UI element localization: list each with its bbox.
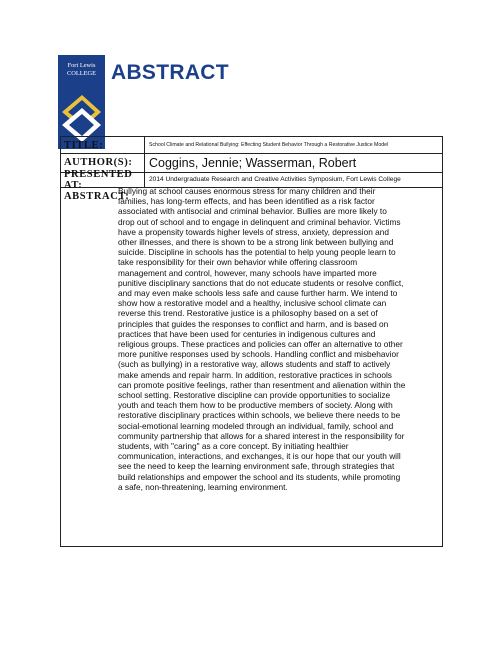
abstract-line: associated with antisocial and criminal behavior. Bullies are more likely to: [118, 206, 387, 217]
title-row: [61, 137, 442, 154]
abstract-line: principles that guides the responses to conflict and harm, and is based on: [118, 318, 389, 329]
abstract-line: a safe, non-threatening, learning environment.: [118, 481, 288, 492]
abstract-line: practices that have been used for centuries in indigenous cultures and: [118, 328, 376, 339]
abstract-line: religious groups. These practices and policies can offer an alternative to other: [118, 339, 403, 350]
author-value: Coggins, Jennie; Wasserman, Robert: [149, 155, 357, 170]
college-logo: [58, 55, 105, 149]
abstract-line: students, with "caring" as a core concept. By initiating healthier: [118, 441, 349, 452]
abstract-line: build relationships and empower the school and its students, while promoting: [118, 471, 401, 482]
presented-label: PRESENTED AT:: [61, 172, 145, 187]
abstract-line: Bullying at school causes enormous stress for many children and their: [118, 186, 376, 196]
abstract-line: (such as bullying) in a restorative way, allows students and staff to actively: [118, 359, 391, 370]
abstract-line: management and control, however, many schools have imparted more: [118, 267, 377, 278]
abstract-line: youth and teach them how to be productive members of society. Along with: [118, 400, 393, 411]
abstract-text: [118, 186, 444, 492]
abstract-line: other illnesses, and there is shown to be a strong link between bullying and: [118, 237, 394, 248]
logo-text-line-2: COLLEGE: [66, 70, 97, 77]
author-label: AUTHOR(S):: [61, 153, 145, 172]
abstract-line: show how a restorative model and a healthy, inclusive school climate can: [118, 298, 387, 309]
abstract-line: suicide. Discipline in schools has the potential to help young people learn to: [118, 247, 396, 258]
abstract-line: more punitive responses used by schools. Handling conflict and misbehavior: [118, 349, 399, 360]
abstract-line: families, has long-term effects, and has been identified as a risk factor: [118, 196, 375, 207]
abstract-line: communication, interactions, and exchanges, it is our hope that our youth will: [118, 451, 401, 462]
abstract-line: restorative disciplinary practices within schools, we believe there needs to be: [118, 410, 401, 421]
logo-text-line-1: Fort Lewis: [67, 62, 96, 69]
abstract-line: see the need to keep the learning environment safe, through strategies that: [118, 461, 395, 472]
abstract-line: community partnership that allows for a shared interest in the responsibility for: [118, 430, 405, 441]
abstract-line: take responsibility for their own behavior while offering classroom: [118, 257, 358, 268]
abstract-line: punitive disciplinary sanctions that do not educate students or resolve conflict,: [118, 277, 404, 288]
presented-value: 2014 Undergraduate Research and Creative Activities Symposium, Fort Lewis College: [149, 176, 401, 183]
abstract-line: social-emotional learning modeled through an individual, family, school and: [118, 420, 394, 431]
abstract-line: school setting. Restorative discipline can provide opportunities to socialize: [118, 390, 391, 401]
abstract-line: make amends and repair harm. In addition, restorative practices in schools: [118, 369, 392, 380]
page-heading: ABSTRACT: [111, 61, 229, 84]
abstract-line: can promote positive feelings, rather than resentment and alienation within the: [118, 379, 406, 390]
abstract-line: drop out of school and to engage in delinquent and criminal behavior. Victims: [118, 216, 401, 227]
abstract-label: ABSTRACT:: [64, 191, 130, 202]
title-label: TITLE:: [61, 137, 145, 153]
abstract-line: and may even make schools less safe and cause further harm. We intend to: [118, 288, 398, 299]
abstract-line: have a propensity towards higher levels of stress, anxiety, depression and: [118, 226, 390, 237]
title-value: School Climate and Relational Bullying: Effecting Student Behavior Through a Restorative Justice Model: [149, 142, 389, 148]
abstract-line: reverse this trend. Restorative justice is a philosophy based on a set of: [118, 308, 378, 319]
